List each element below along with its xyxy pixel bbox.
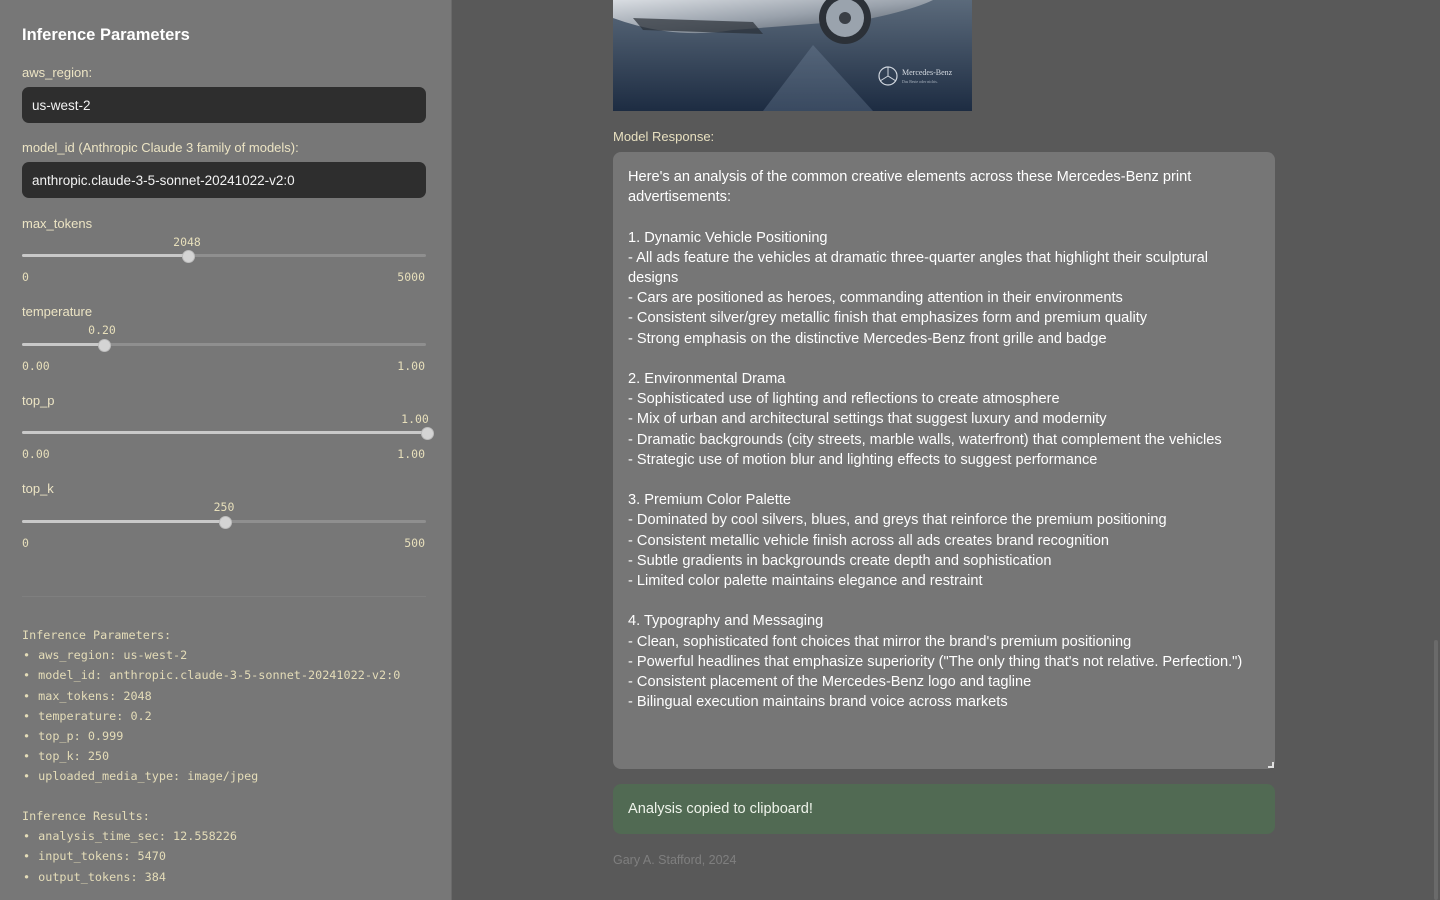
list-item: • top_k: 250 [22,746,400,766]
list-item: • uploaded_media_type: image/jpeg [22,766,400,786]
temperature-max: 1.00 [397,359,425,373]
top-p-slider[interactable] [22,426,426,440]
model-id-input[interactable] [22,162,426,198]
car-ad-illustration [613,0,972,111]
slider-fill [22,254,187,257]
list-item: • model_id: anthropic.claude-3-5-sonnet-20241022-v2:0 [22,665,400,685]
temperature-label: temperature [22,304,93,319]
max-tokens-value: 2048 [173,235,201,249]
resize-handle-icon[interactable] [1268,762,1274,768]
list-item: • input_tokens: 5470 [22,846,237,866]
list-item: • output_tokens: 384 [22,867,237,887]
max-tokens-slider[interactable] [22,249,426,263]
temperature-slider[interactable] [22,338,426,352]
list-item: • top_p: 0.999 [22,726,400,746]
sidebar-title: Inference Parameters [22,26,190,44]
max-tokens-max: 5000 [397,270,425,284]
sidebar [0,0,452,900]
brand-tagline: Das Beste oder nichts. [902,79,938,84]
model-response-label: Model Response: [613,129,715,144]
sidebar-divider [22,596,426,597]
top-p-min: 0.00 [22,447,50,461]
top-k-max: 500 [404,536,425,550]
top-k-slider[interactable] [22,515,426,529]
list-item: • max_tokens: 2048 [22,686,400,706]
summary-heading: Inference Results: [22,809,150,823]
model-response-textarea[interactable]: Here's an analysis of the common creative elements across these Mercedes-Benz print advertisements: 1. Dynamic Vehicle Positioning - All ads feature the vehicles at dramatic three-quarter angles that highlight their sculptural designs - Cars are positioned as heroes, commanding attention in their environments - Consistent silver/grey metallic finish that emphasizes form and premium quality - Strong emphasis on the distinctive Mercedes-Benz front grille and badge 2. Environmental Drama - Sophisticated use of lighting and reflections to create atmosphere - Mix of urban and architectural settings that suggest luxury and modernity - Dramatic backgrounds (city streets, marble walls, waterfront) that complement the vehicles - Strategic use of motion blur and lighting effects to suggest performance 3. Premium Color Palette - Dominated by cool silvers, blues, and greys that reinforce the premium positioning - Consistent metallic vehicle finish across all ads creates brand recognition - Subtle gradients in backgrounds create depth and sophistication - Limited color palette maintains elegance and restraint 4. Typography and Messaging - Clean, sophisticated font choices that mirror the brand's premium positioning - Powerful headlines that emphasize superiority ("The only thing that's not relative. Perfection.") - Consistent placement of the Mercedes-Benz logo and tagline - Bilingual execution maintains brand voice across markets [613,152,1275,769]
slider-thumb[interactable] [421,427,434,440]
max-tokens-min: 0 [22,270,29,284]
list-item: • analysis_time_sec: 12.558226 [22,826,237,846]
slider-thumb[interactable] [98,339,111,352]
list-item: • temperature: 0.2 [22,706,400,726]
slider-fill [22,343,103,346]
temperature-min: 0.00 [22,359,50,373]
inference-results-summary [22,806,237,887]
summary-heading: Inference Parameters: [22,628,172,642]
aws-region-input[interactable] [22,87,426,123]
uploaded-ad-image [613,0,972,111]
inference-parameters-summary [22,625,400,787]
slider-thumb[interactable] [219,516,232,529]
footer-credit: Gary A. Stafford, 2024 [613,853,737,867]
brand-logo-text: Mercedes-Benz [902,68,953,77]
top-k-min: 0 [22,536,29,550]
max-tokens-label: max_tokens [22,216,93,231]
top-p-value: 1.00 [401,412,429,426]
top-p-max: 1.00 [397,447,425,461]
success-alert: Analysis copied to clipboard! [613,784,1275,834]
list-item: • aws_region: us-west-2 [22,645,400,665]
slider-fill [22,431,426,434]
slider-thumb[interactable] [182,250,195,263]
temperature-value: 0.20 [88,323,116,337]
top-k-label: top_k [22,481,54,496]
aws-region-label: aws_region: [22,65,93,80]
scrollbar[interactable] [1434,640,1438,900]
model-id-label: model_id (Anthropic Claude 3 family of models): [22,140,299,155]
top-p-label: top_p [22,393,55,408]
slider-fill [22,520,224,523]
top-k-value: 250 [213,500,235,514]
